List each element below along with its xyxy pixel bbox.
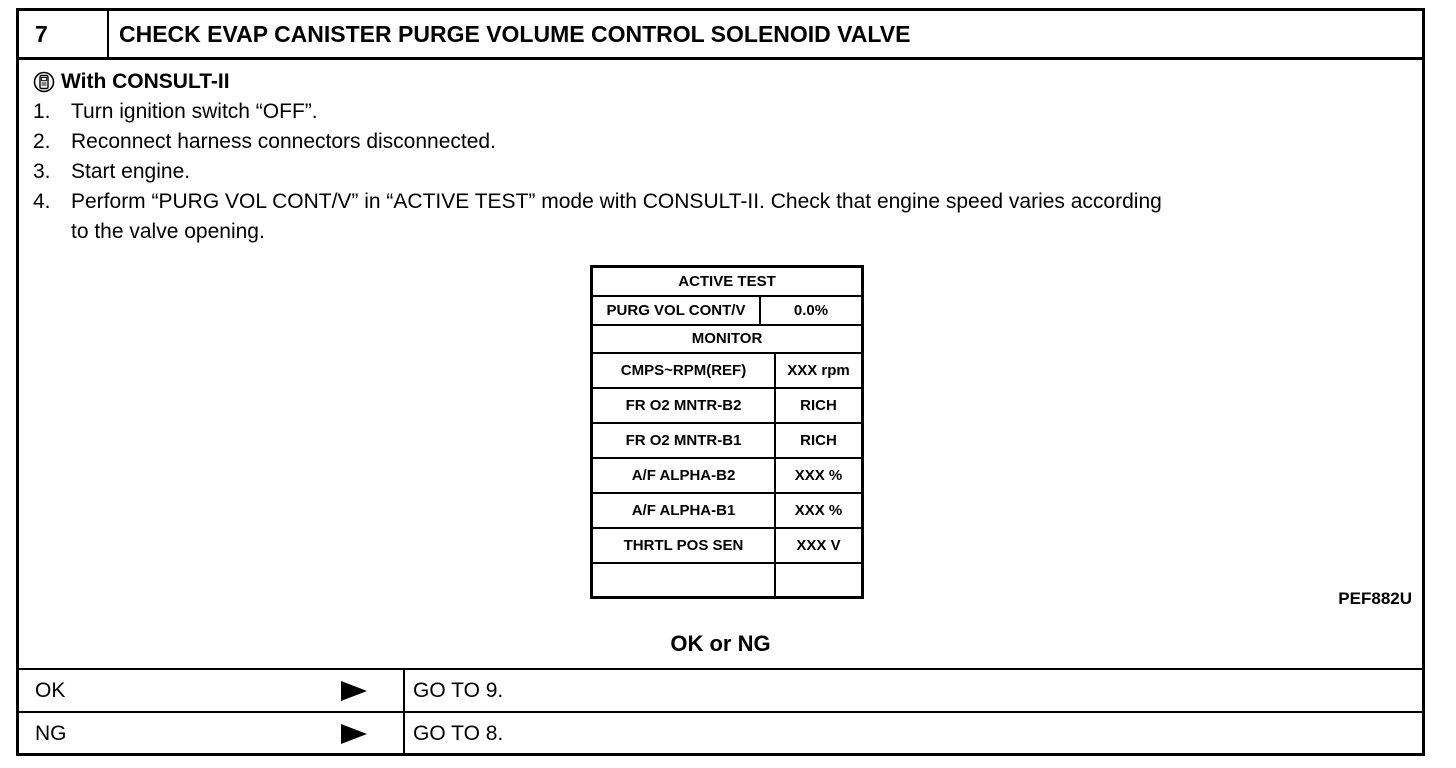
step-number: 7 xyxy=(19,11,109,57)
step-header xyxy=(19,11,1422,60)
result-row-ok xyxy=(19,668,1422,711)
monitor-label-empty xyxy=(593,564,776,596)
monitor-row xyxy=(593,354,861,389)
figure-code: PEF882U xyxy=(1338,589,1412,608)
monitor-label: CMPS~RPM(REF) xyxy=(593,354,776,387)
monitor-value: RICH xyxy=(800,432,837,449)
monitor-value: XXX % xyxy=(794,467,843,484)
active-test-item-label: PURG VOL CONT/V xyxy=(593,297,761,324)
active-test-item-row xyxy=(593,297,861,326)
consult-tool-icon xyxy=(33,71,55,93)
arrow-right-icon xyxy=(341,724,367,744)
result-row-ng xyxy=(19,711,1422,754)
step-item xyxy=(33,187,1162,247)
arrow-right-icon xyxy=(341,681,367,701)
monitor-label: FR O2 MNTR-B1 xyxy=(593,424,776,457)
active-test-title: ACTIVE TEST xyxy=(593,268,861,297)
monitor-row xyxy=(593,529,861,564)
monitor-label: A/F ALPHA-B2 xyxy=(593,459,776,492)
step-item-number: 2. xyxy=(33,130,51,153)
step-item-number: 1. xyxy=(33,100,51,123)
monitor-row xyxy=(593,494,861,529)
monitor-label: THRTL POS SEN xyxy=(593,529,776,562)
method-line xyxy=(33,68,230,96)
monitor-value-empty xyxy=(776,564,861,596)
monitor-value: XXX % xyxy=(794,502,843,519)
step-item xyxy=(33,127,496,157)
step-item xyxy=(33,97,318,127)
step-item-text: Reconnect harness connectors disconnected. xyxy=(71,130,496,153)
monitor-row xyxy=(593,389,861,424)
step-item-number: 4. xyxy=(33,190,51,213)
step-item-text: Turn ignition switch “OFF”. xyxy=(71,100,318,123)
monitor-label: A/F ALPHA-B1 xyxy=(593,494,776,527)
step-title: CHECK EVAP CANISTER PURGE VOLUME CONTROL SOLENOID VALVE xyxy=(119,21,911,47)
procedure-frame xyxy=(16,8,1425,756)
monitor-row xyxy=(593,424,861,459)
step-item xyxy=(33,157,190,187)
result-condition: OK xyxy=(35,679,66,702)
step-item-number: 3. xyxy=(33,160,51,183)
result-condition: NG xyxy=(35,722,67,745)
monitor-row xyxy=(593,459,861,494)
monitor-value: RICH xyxy=(800,397,837,414)
result-action: GO TO 8. xyxy=(403,713,1422,754)
monitor-title: MONITOR xyxy=(593,326,861,354)
monitor-label: FR O2 MNTR-B2 xyxy=(593,389,776,422)
monitor-value: XXX V xyxy=(796,537,841,554)
result-action: GO TO 9. xyxy=(403,670,1422,711)
step-item-text-continued: to the valve opening. xyxy=(71,220,265,243)
result-question: OK or NG xyxy=(670,631,771,656)
method-label: With CONSULT-II xyxy=(61,70,230,93)
step-item-text: Start engine. xyxy=(71,160,191,183)
active-test-table xyxy=(590,265,864,599)
monitor-row-empty xyxy=(593,564,861,596)
monitor-value: XXX rpm xyxy=(787,362,850,379)
step-item-text: Perform “PURG VOL CONT/V” in “ACTIVE TEST” mode with CONSULT-II. Check that engine speed varies according xyxy=(71,190,1162,213)
active-test-item-value: 0.0% xyxy=(793,302,829,319)
